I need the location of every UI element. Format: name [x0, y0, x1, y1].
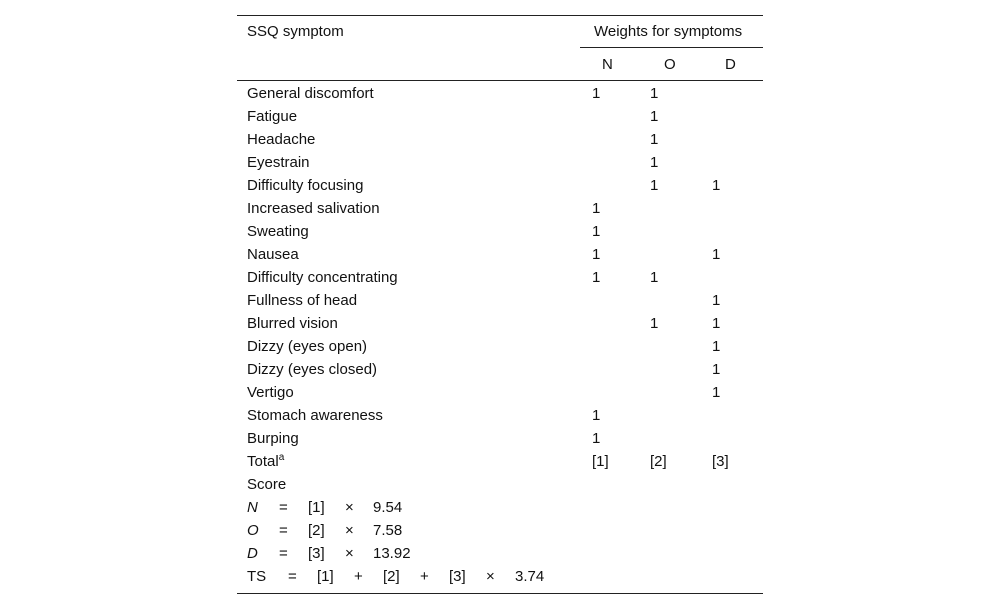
- formula-factor: 13.92: [373, 545, 411, 562]
- symptom-cell: Nausea: [247, 246, 299, 263]
- table-row: [237, 315, 763, 338]
- symptom-cell: Stomach awareness: [247, 407, 383, 424]
- formula-n: [237, 499, 763, 522]
- n-cell: 1: [592, 430, 601, 447]
- header-symptom: SSQ symptom: [247, 23, 344, 40]
- formula-var: TS: [247, 568, 267, 585]
- table-row: [237, 407, 763, 430]
- table-row: [237, 384, 763, 407]
- formula-var: D: [247, 545, 258, 562]
- total-footnote-mark: a: [278, 452, 285, 463]
- symptom-cell: Dizzy (eyes open): [247, 338, 368, 355]
- symptom-cell: Blurred vision: [247, 315, 338, 332]
- d-cell: 1: [712, 177, 721, 194]
- d-cell: 1: [712, 384, 721, 401]
- table-row: [237, 200, 763, 223]
- symptom-cell: Dizzy (eyes closed): [247, 361, 378, 378]
- d-cell: 1: [712, 292, 721, 309]
- score-label: Score: [247, 476, 287, 493]
- d-cell: 1: [712, 246, 721, 263]
- symptom-cell: Increased salivation: [247, 200, 380, 217]
- total-row: [237, 453, 763, 476]
- formula-d: [237, 545, 763, 568]
- d-cell: 1: [712, 338, 721, 355]
- total-label: [247, 453, 284, 471]
- n-cell: 1: [592, 246, 601, 263]
- table-row: [237, 338, 763, 361]
- header-col-n: N: [602, 56, 613, 73]
- formula-eq: =: [279, 499, 288, 516]
- table-row: [237, 361, 763, 384]
- symptom-cell: Vertigo: [247, 384, 294, 401]
- formula-ref: [3]: [308, 545, 325, 562]
- o-cell: 1: [650, 108, 659, 125]
- o-cell: 1: [650, 85, 659, 102]
- n-cell: 1: [592, 269, 601, 286]
- header-col-d: D: [725, 56, 736, 73]
- symptom-cell: Fatigue: [247, 108, 298, 125]
- o-cell: 1: [650, 269, 659, 286]
- symptom-cell: General discomfort: [247, 85, 374, 102]
- table-row: [237, 269, 763, 292]
- formula-op: ×: [345, 499, 354, 516]
- formula-op: ×: [486, 568, 495, 585]
- header-weights-group: Weights for symptoms: [594, 23, 743, 40]
- header-bottom-rule: [237, 80, 763, 81]
- formula-factor: 9.54: [373, 499, 403, 516]
- total-o: [2]: [650, 453, 667, 470]
- o-cell: 1: [650, 154, 659, 171]
- weights-group-rule: [580, 47, 763, 48]
- table-row: [237, 177, 763, 200]
- formula-op: ×: [345, 522, 354, 539]
- formula-ref: [2]: [383, 568, 400, 585]
- total-d: [3]: [712, 453, 729, 470]
- n-cell: 1: [592, 223, 601, 240]
- n-cell: 1: [592, 200, 601, 217]
- top-rule: [237, 15, 763, 16]
- table-row: [237, 154, 763, 177]
- n-cell: 1: [592, 85, 601, 102]
- formula-ref: [1]: [317, 568, 334, 585]
- ssq-weights-table: [237, 15, 763, 595]
- symptom-cell: Headache: [247, 131, 316, 148]
- total-n: [1]: [592, 453, 609, 470]
- n-cell: 1: [592, 407, 601, 424]
- o-cell: 1: [650, 177, 659, 194]
- formula-var: O: [247, 522, 259, 539]
- symptom-cell: Difficulty concentrating: [247, 269, 398, 286]
- formula-op: ×: [345, 545, 354, 562]
- table-row: [237, 85, 763, 108]
- d-cell: 1: [712, 315, 721, 332]
- formula-o: [237, 522, 763, 545]
- o-cell: 1: [650, 315, 659, 332]
- formula-factor: 3.74: [515, 568, 545, 585]
- bottom-rule: [237, 593, 763, 594]
- formula-plus: +: [420, 568, 429, 585]
- table-row: [237, 223, 763, 246]
- score-row: [237, 476, 763, 499]
- formula-var: N: [247, 499, 258, 516]
- formula-eq: =: [279, 522, 288, 539]
- header-col-o: O: [664, 56, 676, 73]
- formula-ts: [237, 568, 763, 591]
- d-cell: 1: [712, 361, 721, 378]
- formula-ref: [1]: [308, 499, 325, 516]
- table-row: [237, 131, 763, 154]
- formula-eq: =: [288, 568, 297, 585]
- o-cell: 1: [650, 131, 659, 148]
- table-row: [237, 292, 763, 315]
- symptom-cell: Eyestrain: [247, 154, 310, 171]
- symptom-cell: Difficulty focusing: [247, 177, 364, 194]
- formula-ref: [2]: [308, 522, 325, 539]
- table-row: [237, 246, 763, 269]
- symptom-cell: Burping: [247, 430, 299, 447]
- formula-ref: [3]: [449, 568, 466, 585]
- formula-plus: +: [354, 568, 363, 585]
- symptom-cell: Fullness of head: [247, 292, 358, 309]
- formula-factor: 7.58: [373, 522, 403, 539]
- total-label-text: Total: [247, 453, 279, 470]
- symptom-cell: Sweating: [247, 223, 309, 240]
- table-row: [237, 430, 763, 453]
- table-row: [237, 108, 763, 131]
- formula-eq: =: [279, 545, 288, 562]
